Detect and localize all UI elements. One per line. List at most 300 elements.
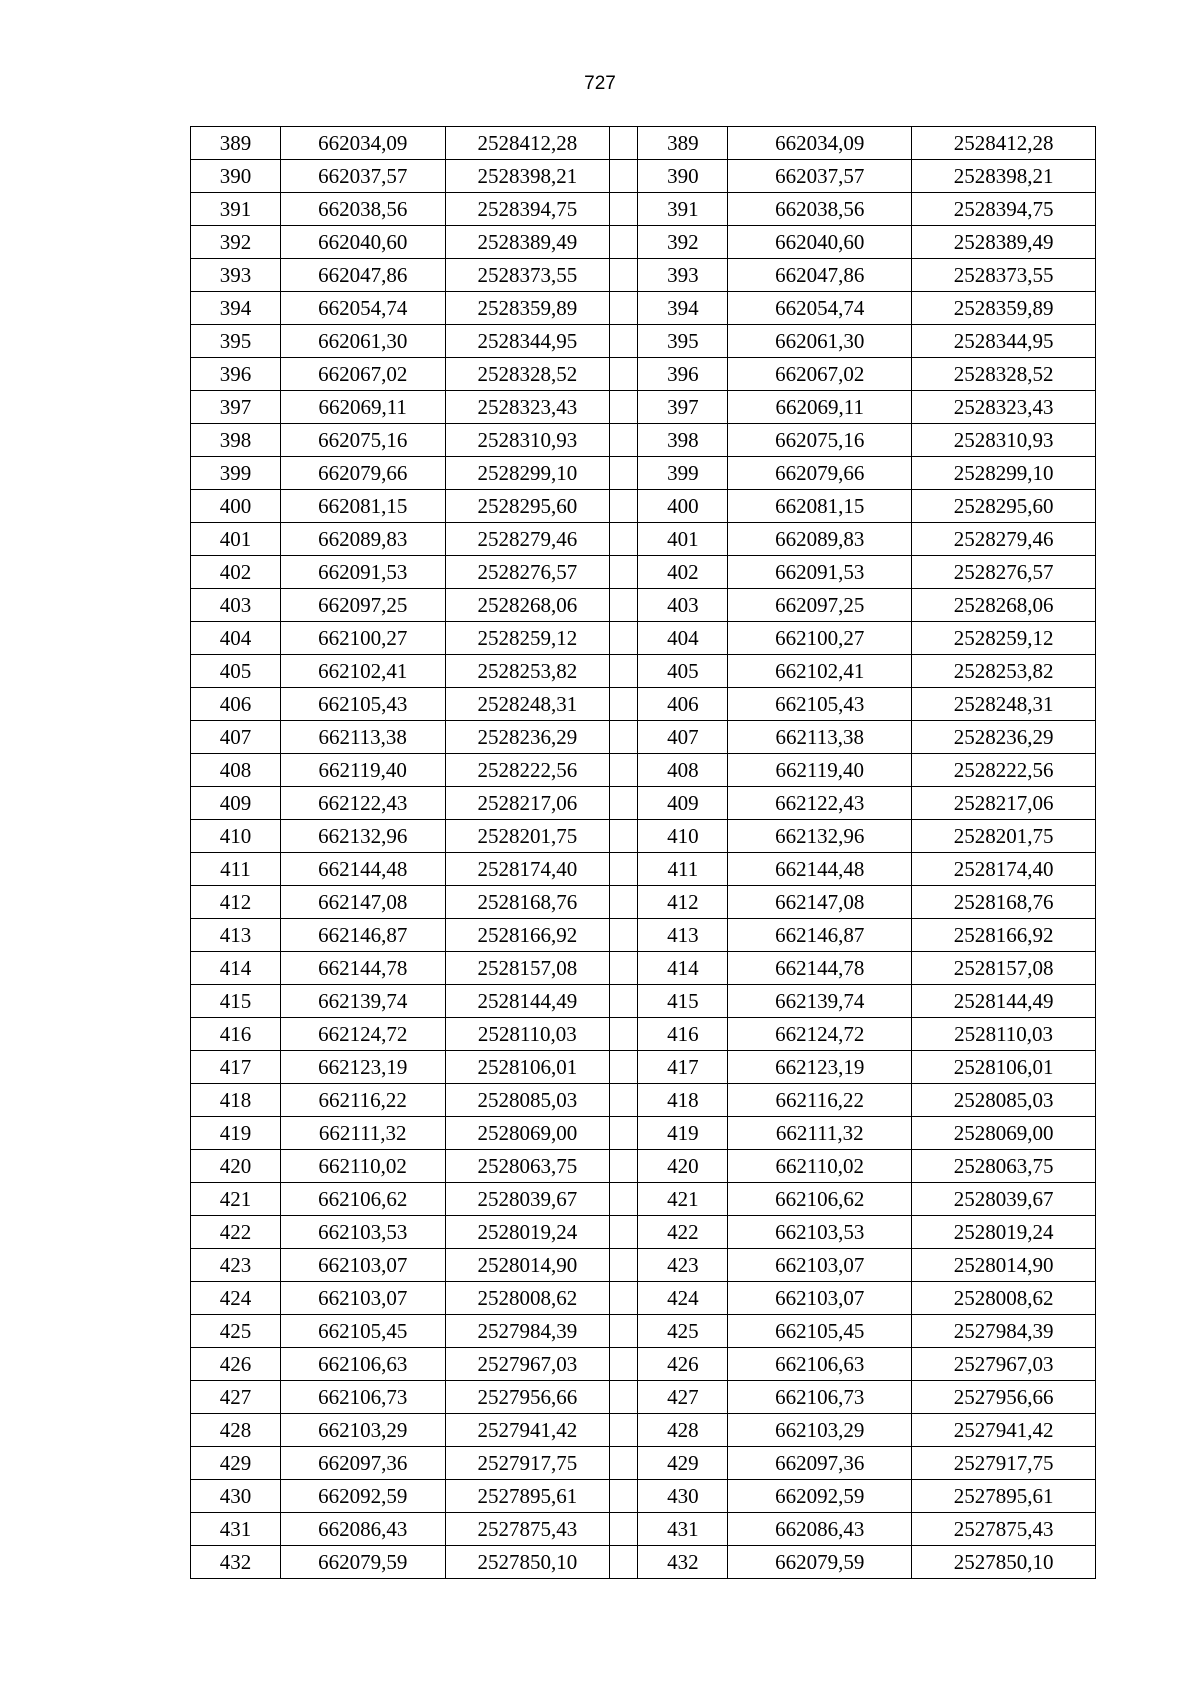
left-point-number-cell: 426 [191, 1348, 281, 1381]
right-point-number-cell: 415 [638, 985, 728, 1018]
right-x-coordinate-cell: 662069,11 [728, 391, 912, 424]
right-x-coordinate-cell: 662097,36 [728, 1447, 912, 1480]
right-y-coordinate-cell: 2528323,43 [912, 391, 1096, 424]
left-y-coordinate-cell: 2528276,57 [445, 556, 610, 589]
right-y-coordinate-cell: 2527941,42 [912, 1414, 1096, 1447]
table-row [191, 556, 1096, 589]
empty-separator-cell [610, 1447, 638, 1480]
left-y-coordinate-cell: 2528299,10 [445, 457, 610, 490]
right-y-coordinate-cell: 2528259,12 [912, 622, 1096, 655]
right-y-coordinate-cell: 2527875,43 [912, 1513, 1096, 1546]
left-y-coordinate-cell: 2528373,55 [445, 259, 610, 292]
right-point-number-cell: 407 [638, 721, 728, 754]
left-y-coordinate-cell: 2528253,82 [445, 655, 610, 688]
right-y-coordinate-cell: 2527984,39 [912, 1315, 1096, 1348]
table-row [191, 358, 1096, 391]
left-x-coordinate-cell: 662102,41 [280, 655, 445, 688]
left-x-coordinate-cell: 662103,53 [280, 1216, 445, 1249]
table-row [191, 1381, 1096, 1414]
left-y-coordinate-cell: 2528344,95 [445, 325, 610, 358]
empty-separator-cell [610, 457, 638, 490]
left-x-coordinate-cell: 662061,30 [280, 325, 445, 358]
table-row [191, 490, 1096, 523]
right-point-number-cell: 418 [638, 1084, 728, 1117]
left-x-coordinate-cell: 662116,22 [280, 1084, 445, 1117]
right-y-coordinate-cell: 2527956,66 [912, 1381, 1096, 1414]
left-y-coordinate-cell: 2528008,62 [445, 1282, 610, 1315]
right-point-number-cell: 403 [638, 589, 728, 622]
right-x-coordinate-cell: 662061,30 [728, 325, 912, 358]
right-point-number-cell: 412 [638, 886, 728, 919]
left-y-coordinate-cell: 2527984,39 [445, 1315, 610, 1348]
left-point-number-cell: 413 [191, 919, 281, 952]
empty-separator-cell [610, 919, 638, 952]
right-point-number-cell: 431 [638, 1513, 728, 1546]
left-x-coordinate-cell: 662103,29 [280, 1414, 445, 1447]
table-row [191, 1348, 1096, 1381]
right-point-number-cell: 428 [638, 1414, 728, 1447]
table-row [191, 424, 1096, 457]
left-y-coordinate-cell: 2528295,60 [445, 490, 610, 523]
left-x-coordinate-cell: 662105,45 [280, 1315, 445, 1348]
left-point-number-cell: 398 [191, 424, 281, 457]
empty-separator-cell [610, 424, 638, 457]
left-y-coordinate-cell: 2528039,67 [445, 1183, 610, 1216]
table-row [191, 787, 1096, 820]
right-x-coordinate-cell: 662139,74 [728, 985, 912, 1018]
left-point-number-cell: 392 [191, 226, 281, 259]
right-point-number-cell: 411 [638, 853, 728, 886]
right-x-coordinate-cell: 662111,32 [728, 1117, 912, 1150]
right-y-coordinate-cell: 2528008,62 [912, 1282, 1096, 1315]
right-y-coordinate-cell: 2528253,82 [912, 655, 1096, 688]
right-point-number-cell: 425 [638, 1315, 728, 1348]
left-y-coordinate-cell: 2528157,08 [445, 952, 610, 985]
right-y-coordinate-cell: 2528310,93 [912, 424, 1096, 457]
left-y-coordinate-cell: 2528106,01 [445, 1051, 610, 1084]
right-x-coordinate-cell: 662047,86 [728, 259, 912, 292]
right-y-coordinate-cell: 2528268,06 [912, 589, 1096, 622]
right-x-coordinate-cell: 662040,60 [728, 226, 912, 259]
left-x-coordinate-cell: 662091,53 [280, 556, 445, 589]
right-x-coordinate-cell: 662106,73 [728, 1381, 912, 1414]
empty-separator-cell [610, 127, 638, 160]
right-point-number-cell: 395 [638, 325, 728, 358]
right-x-coordinate-cell: 662105,45 [728, 1315, 912, 1348]
empty-separator-cell [610, 1381, 638, 1414]
left-point-number-cell: 429 [191, 1447, 281, 1480]
right-point-number-cell: 390 [638, 160, 728, 193]
left-y-coordinate-cell: 2528398,21 [445, 160, 610, 193]
right-y-coordinate-cell: 2528344,95 [912, 325, 1096, 358]
left-x-coordinate-cell: 662122,43 [280, 787, 445, 820]
left-x-coordinate-cell: 662110,02 [280, 1150, 445, 1183]
left-point-number-cell: 431 [191, 1513, 281, 1546]
left-y-coordinate-cell: 2528014,90 [445, 1249, 610, 1282]
left-x-coordinate-cell: 662103,07 [280, 1249, 445, 1282]
right-x-coordinate-cell: 662124,72 [728, 1018, 912, 1051]
table-row [191, 1513, 1096, 1546]
table-row [191, 292, 1096, 325]
empty-separator-cell [610, 820, 638, 853]
left-x-coordinate-cell: 662132,96 [280, 820, 445, 853]
left-y-coordinate-cell: 2528279,46 [445, 523, 610, 556]
left-y-coordinate-cell: 2527875,43 [445, 1513, 610, 1546]
empty-separator-cell [610, 1348, 638, 1381]
right-point-number-cell: 408 [638, 754, 728, 787]
left-x-coordinate-cell: 662034,09 [280, 127, 445, 160]
empty-separator-cell [610, 1084, 638, 1117]
right-y-coordinate-cell: 2528106,01 [912, 1051, 1096, 1084]
left-y-coordinate-cell: 2527956,66 [445, 1381, 610, 1414]
left-point-number-cell: 404 [191, 622, 281, 655]
table-row [191, 1480, 1096, 1513]
right-y-coordinate-cell: 2528144,49 [912, 985, 1096, 1018]
right-x-coordinate-cell: 662067,02 [728, 358, 912, 391]
right-y-coordinate-cell: 2528398,21 [912, 160, 1096, 193]
empty-separator-cell [610, 490, 638, 523]
right-x-coordinate-cell: 662054,74 [728, 292, 912, 325]
left-y-coordinate-cell: 2527917,75 [445, 1447, 610, 1480]
empty-separator-cell [610, 160, 638, 193]
right-point-number-cell: 410 [638, 820, 728, 853]
left-y-coordinate-cell: 2528069,00 [445, 1117, 610, 1150]
left-point-number-cell: 408 [191, 754, 281, 787]
right-x-coordinate-cell: 662086,43 [728, 1513, 912, 1546]
left-point-number-cell: 405 [191, 655, 281, 688]
table-row [191, 1084, 1096, 1117]
table-row [191, 259, 1096, 292]
right-x-coordinate-cell: 662113,38 [728, 721, 912, 754]
table-row [191, 1414, 1096, 1447]
left-x-coordinate-cell: 662081,15 [280, 490, 445, 523]
table-row [191, 853, 1096, 886]
left-y-coordinate-cell: 2528394,75 [445, 193, 610, 226]
right-point-number-cell: 427 [638, 1381, 728, 1414]
table-row [191, 1282, 1096, 1315]
right-y-coordinate-cell: 2527850,10 [912, 1546, 1096, 1579]
empty-separator-cell [610, 754, 638, 787]
right-y-coordinate-cell: 2527917,75 [912, 1447, 1096, 1480]
right-x-coordinate-cell: 662116,22 [728, 1084, 912, 1117]
left-y-coordinate-cell: 2528201,75 [445, 820, 610, 853]
right-y-coordinate-cell: 2528295,60 [912, 490, 1096, 523]
left-point-number-cell: 416 [191, 1018, 281, 1051]
left-x-coordinate-cell: 662144,78 [280, 952, 445, 985]
left-y-coordinate-cell: 2528222,56 [445, 754, 610, 787]
empty-separator-cell [610, 589, 638, 622]
left-x-coordinate-cell: 662092,59 [280, 1480, 445, 1513]
left-y-coordinate-cell: 2527967,03 [445, 1348, 610, 1381]
right-x-coordinate-cell: 662091,53 [728, 556, 912, 589]
right-x-coordinate-cell: 662089,83 [728, 523, 912, 556]
empty-separator-cell [610, 325, 638, 358]
right-y-coordinate-cell: 2528085,03 [912, 1084, 1096, 1117]
right-x-coordinate-cell: 662132,96 [728, 820, 912, 853]
right-x-coordinate-cell: 662100,27 [728, 622, 912, 655]
left-y-coordinate-cell: 2528268,06 [445, 589, 610, 622]
right-x-coordinate-cell: 662146,87 [728, 919, 912, 952]
right-x-coordinate-cell: 662144,78 [728, 952, 912, 985]
left-x-coordinate-cell: 662097,36 [280, 1447, 445, 1480]
right-y-coordinate-cell: 2528174,40 [912, 853, 1096, 886]
left-point-number-cell: 400 [191, 490, 281, 523]
left-point-number-cell: 397 [191, 391, 281, 424]
empty-separator-cell [610, 1117, 638, 1150]
table-row [191, 589, 1096, 622]
right-point-number-cell: 419 [638, 1117, 728, 1150]
left-point-number-cell: 389 [191, 127, 281, 160]
right-y-coordinate-cell: 2528373,55 [912, 259, 1096, 292]
right-x-coordinate-cell: 662144,48 [728, 853, 912, 886]
empty-separator-cell [610, 1183, 638, 1216]
right-point-number-cell: 413 [638, 919, 728, 952]
right-point-number-cell: 394 [638, 292, 728, 325]
left-point-number-cell: 419 [191, 1117, 281, 1150]
right-y-coordinate-cell: 2528299,10 [912, 457, 1096, 490]
right-point-number-cell: 426 [638, 1348, 728, 1381]
left-point-number-cell: 432 [191, 1546, 281, 1579]
right-point-number-cell: 430 [638, 1480, 728, 1513]
left-point-number-cell: 393 [191, 259, 281, 292]
right-y-coordinate-cell: 2528166,92 [912, 919, 1096, 952]
right-point-number-cell: 424 [638, 1282, 728, 1315]
empty-separator-cell [610, 1018, 638, 1051]
coordinates-table [190, 126, 1096, 1579]
left-x-coordinate-cell: 662106,63 [280, 1348, 445, 1381]
left-point-number-cell: 425 [191, 1315, 281, 1348]
empty-separator-cell [610, 952, 638, 985]
left-y-coordinate-cell: 2528166,92 [445, 919, 610, 952]
left-x-coordinate-cell: 662067,02 [280, 358, 445, 391]
empty-separator-cell [610, 358, 638, 391]
right-y-coordinate-cell: 2528110,03 [912, 1018, 1096, 1051]
table-row [191, 688, 1096, 721]
left-x-coordinate-cell: 662100,27 [280, 622, 445, 655]
right-y-coordinate-cell: 2528394,75 [912, 193, 1096, 226]
table-row [191, 754, 1096, 787]
table-row [191, 1117, 1096, 1150]
empty-separator-cell [610, 259, 638, 292]
right-x-coordinate-cell: 662037,57 [728, 160, 912, 193]
table-row [191, 1183, 1096, 1216]
left-point-number-cell: 410 [191, 820, 281, 853]
left-x-coordinate-cell: 662038,56 [280, 193, 445, 226]
table-row [191, 919, 1096, 952]
right-point-number-cell: 406 [638, 688, 728, 721]
right-y-coordinate-cell: 2528222,56 [912, 754, 1096, 787]
left-point-number-cell: 412 [191, 886, 281, 919]
empty-separator-cell [610, 721, 638, 754]
left-x-coordinate-cell: 662106,62 [280, 1183, 445, 1216]
left-y-coordinate-cell: 2528174,40 [445, 853, 610, 886]
left-point-number-cell: 399 [191, 457, 281, 490]
table-row [191, 721, 1096, 754]
left-point-number-cell: 428 [191, 1414, 281, 1447]
left-x-coordinate-cell: 662124,72 [280, 1018, 445, 1051]
empty-separator-cell [610, 1051, 638, 1084]
right-y-coordinate-cell: 2528201,75 [912, 820, 1096, 853]
left-x-coordinate-cell: 662103,07 [280, 1282, 445, 1315]
right-y-coordinate-cell: 2527895,61 [912, 1480, 1096, 1513]
right-x-coordinate-cell: 662092,59 [728, 1480, 912, 1513]
left-point-number-cell: 427 [191, 1381, 281, 1414]
right-x-coordinate-cell: 662079,59 [728, 1546, 912, 1579]
table-row [191, 985, 1096, 1018]
right-point-number-cell: 422 [638, 1216, 728, 1249]
left-point-number-cell: 421 [191, 1183, 281, 1216]
left-x-coordinate-cell: 662111,32 [280, 1117, 445, 1150]
left-y-coordinate-cell: 2527941,42 [445, 1414, 610, 1447]
table-row [191, 1018, 1096, 1051]
left-x-coordinate-cell: 662147,08 [280, 886, 445, 919]
left-x-coordinate-cell: 662123,19 [280, 1051, 445, 1084]
right-y-coordinate-cell: 2528328,52 [912, 358, 1096, 391]
empty-separator-cell [610, 226, 638, 259]
table-row [191, 1447, 1096, 1480]
right-point-number-cell: 404 [638, 622, 728, 655]
right-x-coordinate-cell: 662110,02 [728, 1150, 912, 1183]
left-y-coordinate-cell: 2528217,06 [445, 787, 610, 820]
left-point-number-cell: 403 [191, 589, 281, 622]
left-y-coordinate-cell: 2528412,28 [445, 127, 610, 160]
left-y-coordinate-cell: 2527895,61 [445, 1480, 610, 1513]
left-point-number-cell: 420 [191, 1150, 281, 1183]
table-row [191, 1546, 1096, 1579]
right-x-coordinate-cell: 662105,43 [728, 688, 912, 721]
empty-separator-cell [610, 1480, 638, 1513]
right-x-coordinate-cell: 662075,16 [728, 424, 912, 457]
left-x-coordinate-cell: 662079,66 [280, 457, 445, 490]
left-x-coordinate-cell: 662097,25 [280, 589, 445, 622]
empty-separator-cell [610, 391, 638, 424]
table-row [191, 127, 1096, 160]
left-y-coordinate-cell: 2528328,52 [445, 358, 610, 391]
left-y-coordinate-cell: 2528110,03 [445, 1018, 610, 1051]
right-y-coordinate-cell: 2528276,57 [912, 556, 1096, 589]
left-point-number-cell: 424 [191, 1282, 281, 1315]
table-row [191, 952, 1096, 985]
right-y-coordinate-cell: 2528019,24 [912, 1216, 1096, 1249]
right-y-coordinate-cell: 2528359,89 [912, 292, 1096, 325]
empty-separator-cell [610, 655, 638, 688]
left-x-coordinate-cell: 662037,57 [280, 160, 445, 193]
right-y-coordinate-cell: 2528412,28 [912, 127, 1096, 160]
empty-separator-cell [610, 1315, 638, 1348]
left-x-coordinate-cell: 662106,73 [280, 1381, 445, 1414]
right-x-coordinate-cell: 662119,40 [728, 754, 912, 787]
left-x-coordinate-cell: 662119,40 [280, 754, 445, 787]
left-point-number-cell: 390 [191, 160, 281, 193]
right-point-number-cell: 401 [638, 523, 728, 556]
left-y-coordinate-cell: 2528389,49 [445, 226, 610, 259]
right-point-number-cell: 402 [638, 556, 728, 589]
right-point-number-cell: 405 [638, 655, 728, 688]
right-point-number-cell: 397 [638, 391, 728, 424]
left-point-number-cell: 409 [191, 787, 281, 820]
empty-separator-cell [610, 1216, 638, 1249]
table-row [191, 193, 1096, 226]
left-point-number-cell: 407 [191, 721, 281, 754]
right-x-coordinate-cell: 662106,63 [728, 1348, 912, 1381]
right-y-coordinate-cell: 2527967,03 [912, 1348, 1096, 1381]
right-y-coordinate-cell: 2528039,67 [912, 1183, 1096, 1216]
empty-separator-cell [610, 556, 638, 589]
left-y-coordinate-cell: 2528085,03 [445, 1084, 610, 1117]
left-y-coordinate-cell: 2528019,24 [445, 1216, 610, 1249]
table-row [191, 820, 1096, 853]
right-point-number-cell: 416 [638, 1018, 728, 1051]
table-row [191, 655, 1096, 688]
left-x-coordinate-cell: 662054,74 [280, 292, 445, 325]
left-point-number-cell: 391 [191, 193, 281, 226]
right-point-number-cell: 420 [638, 1150, 728, 1183]
right-point-number-cell: 421 [638, 1183, 728, 1216]
empty-separator-cell [610, 1282, 638, 1315]
right-y-coordinate-cell: 2528217,06 [912, 787, 1096, 820]
right-point-number-cell: 417 [638, 1051, 728, 1084]
right-x-coordinate-cell: 662123,19 [728, 1051, 912, 1084]
table-row [191, 457, 1096, 490]
right-y-coordinate-cell: 2528157,08 [912, 952, 1096, 985]
right-y-coordinate-cell: 2528236,29 [912, 721, 1096, 754]
right-point-number-cell: 393 [638, 259, 728, 292]
right-point-number-cell: 399 [638, 457, 728, 490]
right-x-coordinate-cell: 662079,66 [728, 457, 912, 490]
left-y-coordinate-cell: 2528323,43 [445, 391, 610, 424]
table-row [191, 160, 1096, 193]
right-x-coordinate-cell: 662106,62 [728, 1183, 912, 1216]
left-x-coordinate-cell: 662079,59 [280, 1546, 445, 1579]
right-x-coordinate-cell: 662081,15 [728, 490, 912, 523]
left-x-coordinate-cell: 662139,74 [280, 985, 445, 1018]
right-y-coordinate-cell: 2528168,76 [912, 886, 1096, 919]
empty-separator-cell [610, 787, 638, 820]
right-x-coordinate-cell: 662147,08 [728, 886, 912, 919]
left-point-number-cell: 417 [191, 1051, 281, 1084]
right-point-number-cell: 396 [638, 358, 728, 391]
empty-separator-cell [610, 1414, 638, 1447]
empty-separator-cell [610, 1150, 638, 1183]
empty-separator-cell [610, 193, 638, 226]
left-point-number-cell: 422 [191, 1216, 281, 1249]
right-x-coordinate-cell: 662122,43 [728, 787, 912, 820]
table-row [191, 622, 1096, 655]
left-y-coordinate-cell: 2528168,76 [445, 886, 610, 919]
left-x-coordinate-cell: 662040,60 [280, 226, 445, 259]
right-x-coordinate-cell: 662102,41 [728, 655, 912, 688]
left-point-number-cell: 401 [191, 523, 281, 556]
left-point-number-cell: 395 [191, 325, 281, 358]
left-x-coordinate-cell: 662089,83 [280, 523, 445, 556]
empty-separator-cell [610, 1546, 638, 1579]
left-y-coordinate-cell: 2527850,10 [445, 1546, 610, 1579]
empty-separator-cell [610, 622, 638, 655]
empty-separator-cell [610, 985, 638, 1018]
table-row [191, 226, 1096, 259]
left-y-coordinate-cell: 2528063,75 [445, 1150, 610, 1183]
coordinates-table-body [191, 127, 1096, 1579]
left-y-coordinate-cell: 2528359,89 [445, 292, 610, 325]
right-y-coordinate-cell: 2528069,00 [912, 1117, 1096, 1150]
right-x-coordinate-cell: 662038,56 [728, 193, 912, 226]
table-row [191, 886, 1096, 919]
right-point-number-cell: 414 [638, 952, 728, 985]
right-point-number-cell: 429 [638, 1447, 728, 1480]
right-y-coordinate-cell: 2528248,31 [912, 688, 1096, 721]
left-x-coordinate-cell: 662113,38 [280, 721, 445, 754]
left-point-number-cell: 414 [191, 952, 281, 985]
